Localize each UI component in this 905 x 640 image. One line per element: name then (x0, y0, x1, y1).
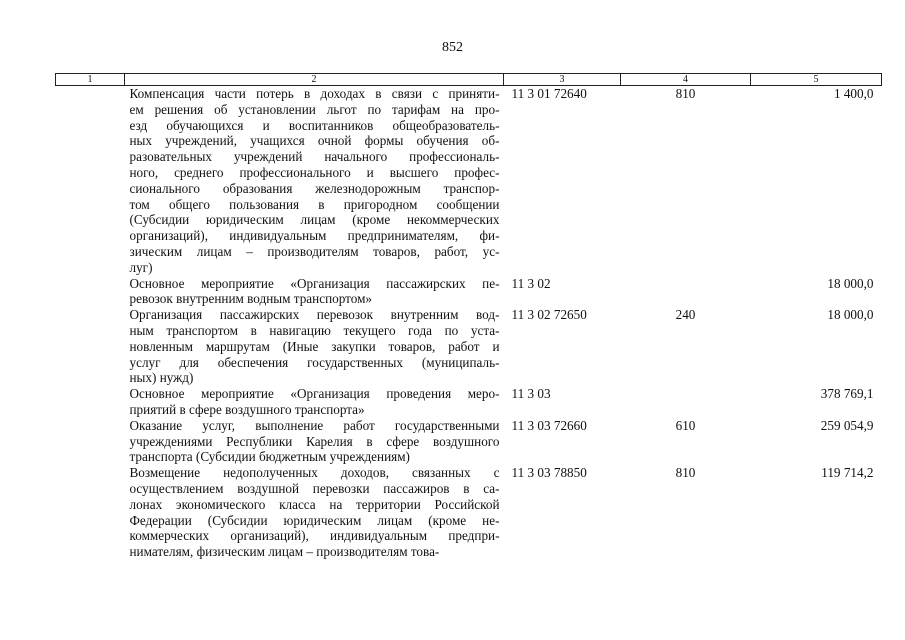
description-line: транспорта (Субсидии бюджетным учреждениям) (129, 449, 410, 465)
row-empty-cell (56, 307, 125, 386)
description-line: Основное мероприятие «Организация проведения меро- (129, 386, 500, 402)
description-line: ных) нужд) (129, 370, 194, 386)
description-line: ным транспортом в навигацию текущего года по уста- (129, 322, 500, 338)
row-amount: 378 769,1 (820, 386, 874, 402)
row-description (125, 276, 504, 308)
table-row (56, 465, 882, 560)
row-empty-cell (56, 276, 125, 308)
description-line: Федерации (Субсидии юридическим лицам (кроме не- (129, 512, 500, 528)
row-target-code: 11 3 02 72650 (511, 307, 587, 323)
row-amount: 18 000,0 (827, 307, 874, 323)
budget-table (55, 73, 882, 560)
description-line: Организация пассажирских перевозок внутренним вод- (129, 307, 500, 323)
row-target-code: 11 3 01 72640 (511, 86, 587, 101)
table-row (56, 386, 882, 418)
description-line: Основное мероприятие «Организация пассажирских пе- (129, 275, 500, 291)
row-expense-type: 240 (675, 307, 696, 323)
table-row (56, 307, 882, 386)
row-target-code: 11 3 03 (511, 386, 551, 402)
column-number-1: 1 (56, 74, 125, 86)
row-amount: 18 000,0 (827, 275, 874, 291)
row-empty-cell (56, 386, 125, 418)
table-row (56, 276, 882, 308)
description-line: организаций), индивидуальным предпринимателям, фи- (129, 228, 500, 244)
page-number: 852 (442, 40, 463, 55)
description-line: разовательных учреждений начального профессиональ- (129, 149, 500, 165)
row-expense-type: 810 (675, 86, 696, 101)
row-empty-cell (56, 86, 125, 276)
description-line: ем решения об установлении льгот по тарифам на про- (129, 101, 500, 117)
row-amount: 1 400,0 (833, 86, 874, 101)
description-line: луг) (129, 259, 153, 275)
row-empty-cell (56, 418, 125, 465)
row-amount: 259 054,9 (820, 417, 874, 433)
description-line: услуг для обеспечения государственных (муниципаль- (129, 354, 500, 370)
column-number-4: 4 (621, 74, 751, 86)
row-description (125, 465, 504, 560)
row-target-code: 11 3 02 (511, 275, 551, 291)
row-expense-type (621, 276, 751, 308)
column-number-2: 2 (125, 74, 504, 86)
row-description (125, 307, 504, 386)
row-target-code: 11 3 03 72660 (511, 417, 587, 433)
row-description (125, 386, 504, 418)
column-number-3: 3 (504, 74, 621, 86)
description-line: нимателям, физическим лицам – производителям това- (129, 544, 440, 560)
description-line: Возмещение недополученных доходов, связанных с (129, 465, 500, 481)
description-line: Компенсация части потерь в доходах в связи с приняти- (129, 86, 500, 101)
column-number-5: 5 (751, 74, 882, 86)
row-description (125, 86, 504, 276)
description-line: ных учреждений, учащихся очной формы обучения об- (129, 133, 500, 149)
description-line: новленным маршрутам (Иные закупки товаров, работ и (129, 338, 500, 354)
description-line: осуществлением воздушной перевозки пассажиров в са- (129, 480, 500, 496)
row-description (125, 418, 504, 465)
description-line: лонах экономического класса на территории Российской (129, 496, 500, 512)
table-row (56, 86, 882, 276)
description-line: езд обучающихся и воспитанников общеобразователь- (129, 117, 500, 133)
row-amount: 119 714,2 (821, 465, 874, 481)
description-line: том общего пользования в пригородном сообщении (129, 196, 500, 212)
row-expense-type (621, 386, 751, 418)
description-line: ного, среднего профессионального и высшего профес- (129, 164, 500, 180)
column-number-row (56, 74, 882, 86)
description-line: приятий в сфере воздушного транспорта» (129, 401, 365, 417)
description-line: коммерческих организаций), индивидуальным предпри- (129, 528, 500, 544)
description-line: учреждениями Республики Карелия в сфере воздушного (129, 433, 500, 449)
row-expense-type: 810 (675, 465, 696, 481)
row-target-code: 11 3 03 78850 (511, 465, 587, 481)
description-line: сионального образования железнодорожным транспор- (129, 180, 500, 196)
table-row (56, 418, 882, 465)
row-empty-cell (56, 465, 125, 560)
description-line: Оказание услуг, выполнение работ государственными (129, 417, 500, 433)
description-line: (Субсидии юридическим лицам (кроме некоммерческих (129, 212, 500, 228)
description-line: ревозок внутренним водным транспортом» (129, 291, 373, 307)
row-expense-type: 610 (675, 417, 696, 433)
description-line: зическим лицам – производителям товаров, работ, ус- (129, 243, 500, 259)
